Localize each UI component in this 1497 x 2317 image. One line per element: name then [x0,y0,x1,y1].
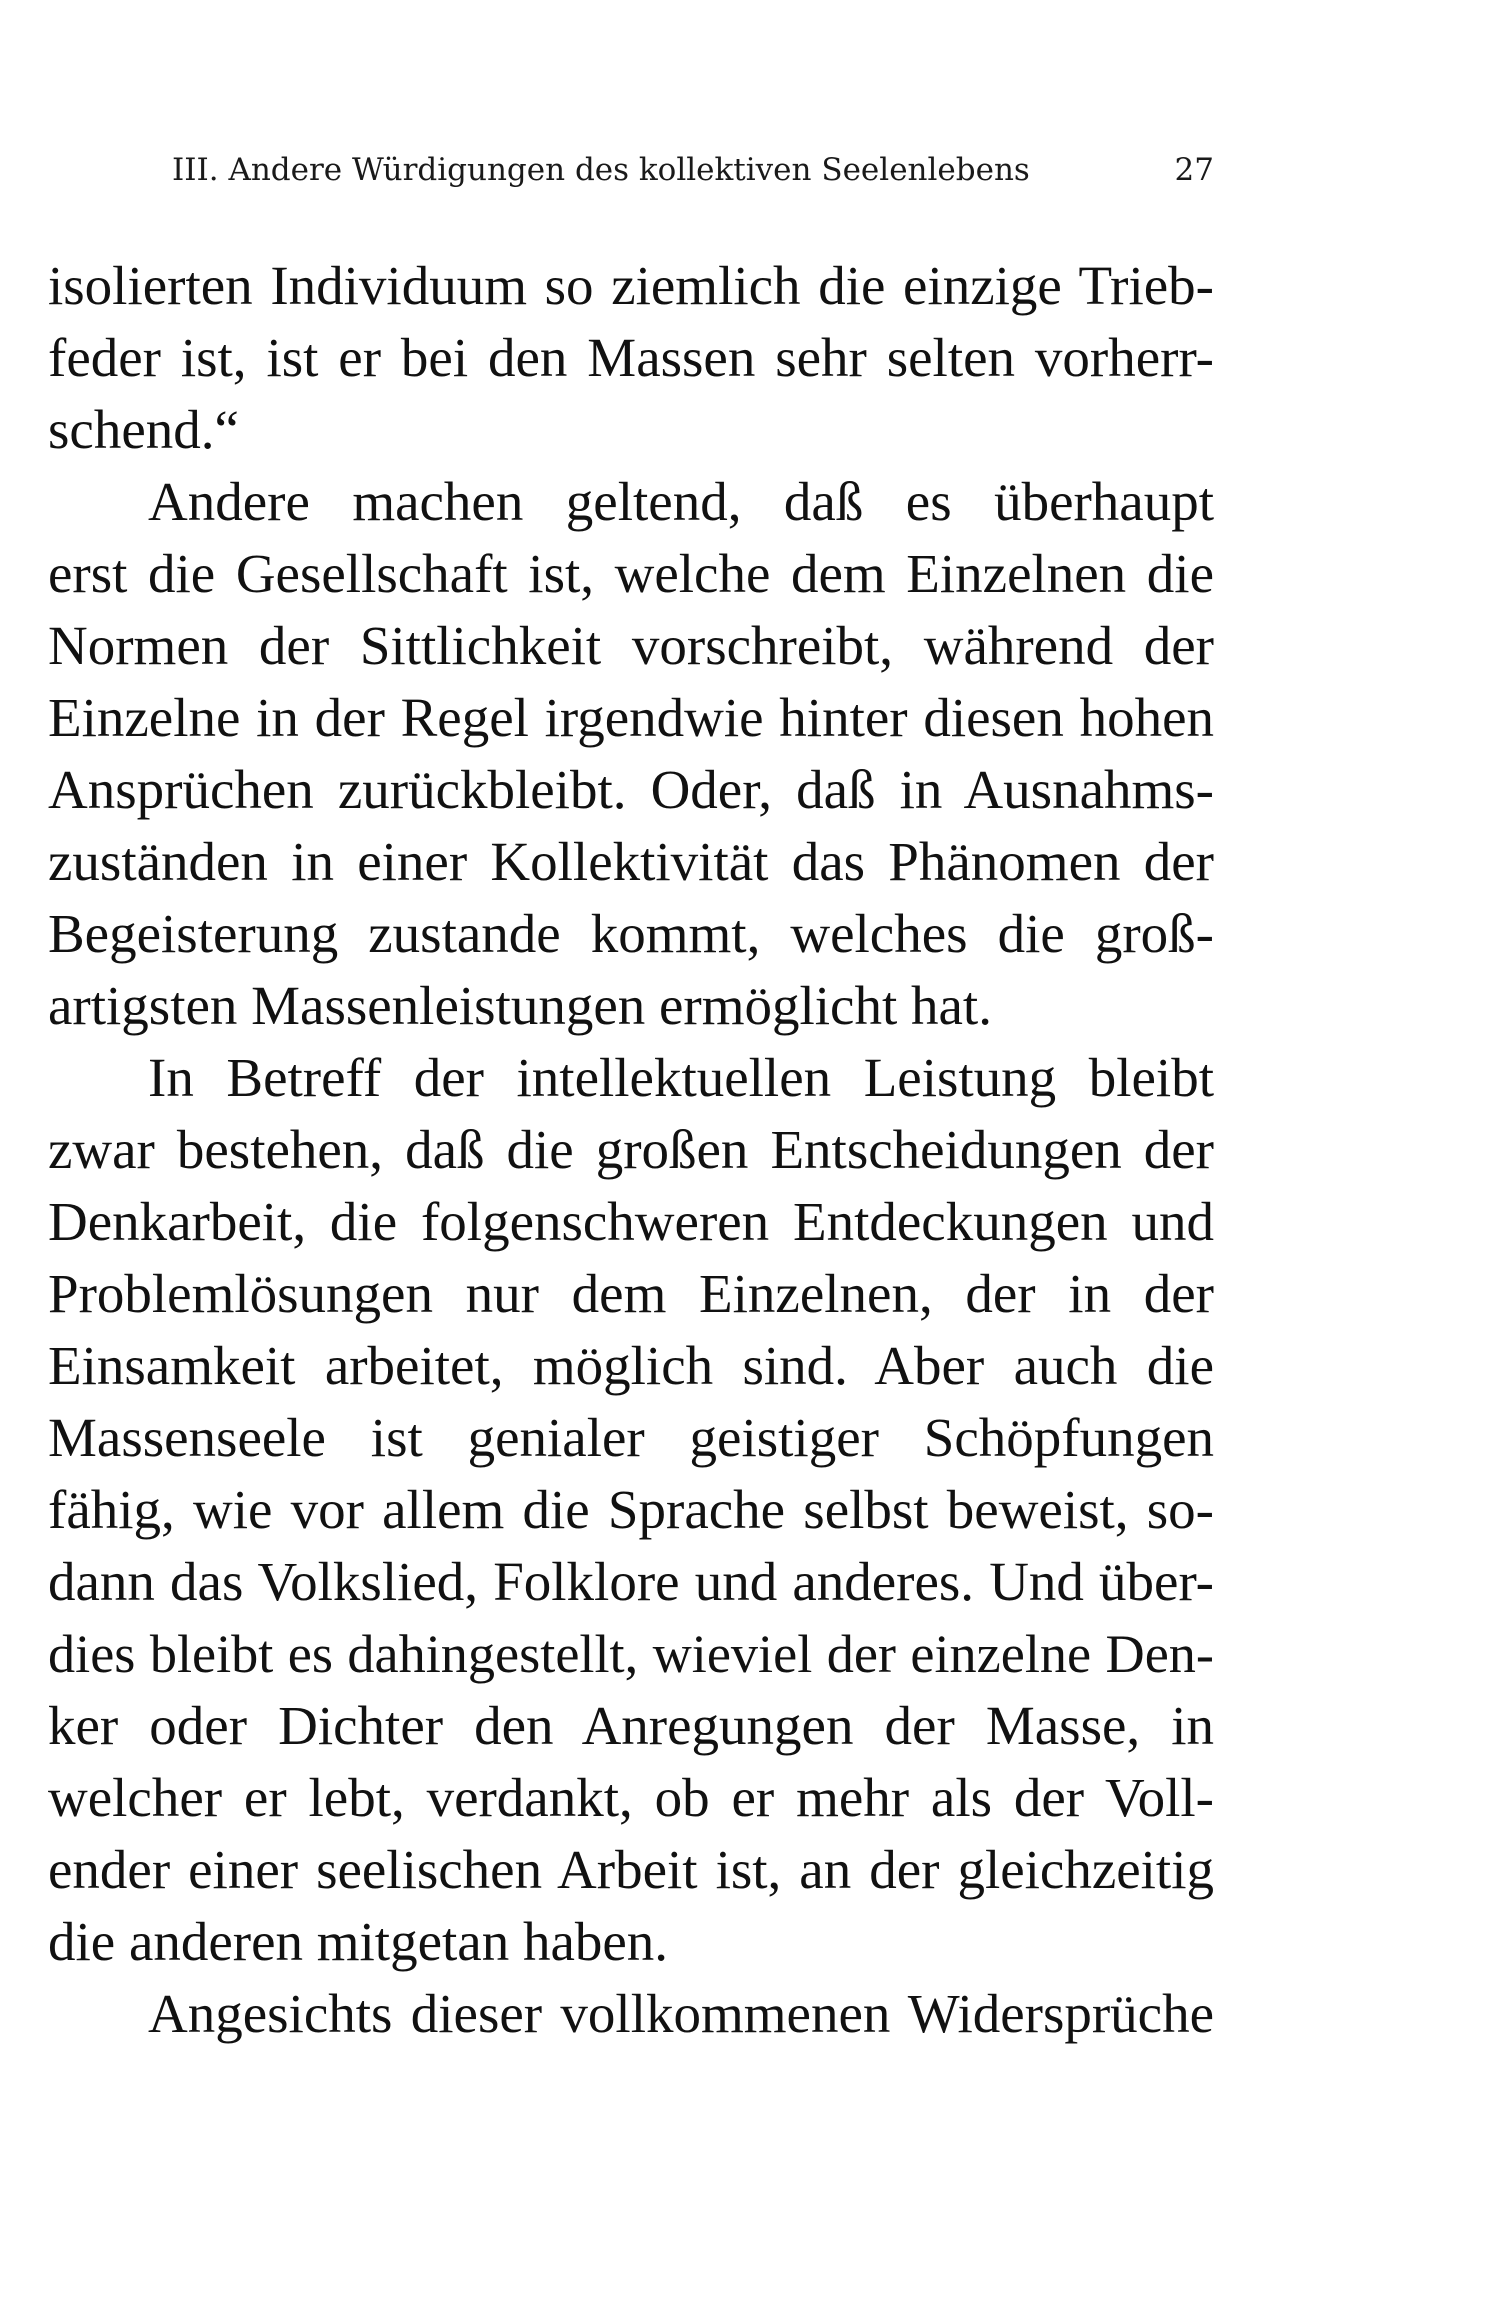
text-line: Einsamkeit arbeitet, möglich sind. Aber auch die [48,1335,1214,1396]
text-line: Denkarbeit, die folgenschweren Entdeckungen und [48,1191,1214,1252]
text-line: zwar bestehen, daß die großen Entscheidungen der [48,1119,1214,1180]
text-line: ker oder Dichter den Anregungen der Masse, in [48,1695,1214,1756]
text-line: Ansprüchen zurückbleibt. Oder, daß in Ausnahms- [48,759,1214,820]
text-line: Einzelne in der Regel irgendwie hinter diesen hohen [48,687,1214,748]
running-title: III. Andere Würdigungen des kollektiven Seelenlebens [172,152,1030,188]
text-line: artigsten Massenleistungen ermöglicht hat. [48,975,992,1036]
running-header [172,148,1214,192]
text-line: erst die Gesellschaft ist, welche dem Einzelnen die [48,543,1214,604]
text-line: Massenseele ist genialer geistiger Schöpfungen [48,1407,1214,1468]
text-line: dies bleibt es dahingestellt, wieviel der einzelne Den- [48,1624,1214,1684]
text-line: Problemlösungen nur dem Einzelnen, der in der [48,1263,1214,1324]
paragraph-first-line: Angesichts dieser vollkommenen Widersprüche [148,1983,1214,2044]
text-line: fähig, wie vor allem die Sprache selbst beweist, so- [48,1479,1214,1540]
text-line: zuständen in einer Kollektivität das Phänomen der [48,831,1214,892]
body-text [48,250,1214,2050]
text-line: isolierten Individuum so ziemlich die einzige Trieb- [48,255,1214,316]
text-line: Begeisterung zustande kommt, welches die groß- [48,903,1214,964]
page-number: 27 [1174,152,1214,188]
paragraph-first-line: Andere machen geltend, daß es überhaupt [148,471,1214,532]
paragraph-first-line: In Betreff der intellektuellen Leistung bleibt [148,1047,1214,1108]
text-line: schend.“ [48,399,239,460]
text-line: welcher er lebt, verdankt, ob er mehr als der Voll- [48,1767,1214,1828]
text-line: feder ist, ist er bei den Massen sehr selten vorherr- [48,327,1214,388]
text-line: ender einer seelischen Arbeit ist, an der gleichzeitig [48,1839,1214,1900]
text-line: dann das Volkslied, Folklore und anderes. Und über- [48,1551,1214,1612]
text-line: die anderen mitgetan haben. [48,1911,669,1972]
text-line: Normen der Sittlichkeit vorschreibt, während der [48,615,1214,676]
